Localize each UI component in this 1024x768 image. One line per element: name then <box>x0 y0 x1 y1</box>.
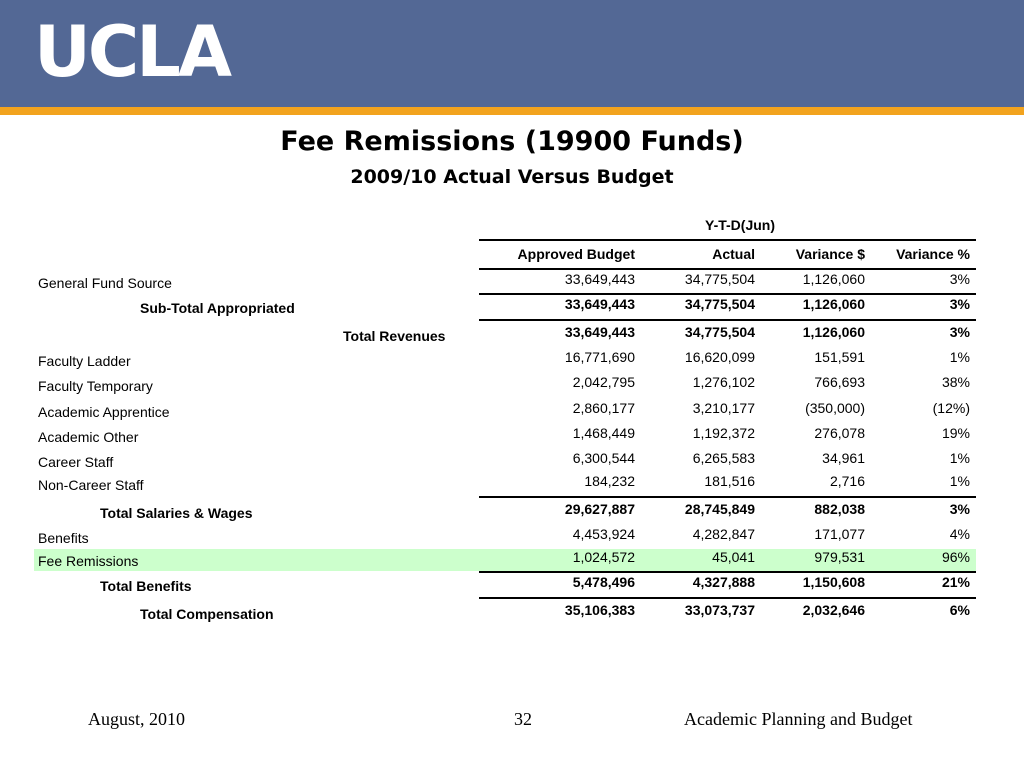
row-divider <box>479 293 976 295</box>
row-label: Non-Career Staff <box>38 477 144 493</box>
table-row-benefits <box>34 526 976 548</box>
cell-actual: 4,282,847 <box>692 526 755 542</box>
row-label: Total Benefits <box>100 578 192 594</box>
cell-approved-budget: 2,042,795 <box>572 374 635 390</box>
cell-variance-dollar: 1,126,060 <box>802 296 865 312</box>
cell-variance-percent: 1% <box>949 473 970 489</box>
footer-department: Academic Planning and Budget <box>684 709 913 729</box>
cell-variance-dollar: (350,000) <box>805 400 865 416</box>
cell-variance-percent: 4% <box>949 526 970 542</box>
table-row-fee-remissions <box>34 549 976 571</box>
header-divider <box>479 268 976 270</box>
row-label: Faculty Ladder <box>38 353 131 369</box>
table-row-total-salaries-wages <box>34 501 976 523</box>
cell-actual: 34,775,504 <box>684 296 755 312</box>
cell-variance-dollar: 171,077 <box>814 526 865 542</box>
row-label: Career Staff <box>38 454 114 470</box>
cell-variance-percent: 38% <box>941 374 970 390</box>
cell-approved-budget: 16,771,690 <box>564 349 635 365</box>
cell-approved-budget: 33,649,443 <box>564 324 635 340</box>
cell-approved-budget: 1,468,449 <box>572 425 635 441</box>
cell-actual: 34,775,504 <box>684 324 755 340</box>
cell-actual: 16,620,099 <box>684 349 755 365</box>
cell-variance-percent: 3% <box>949 296 970 312</box>
cell-actual: 33,073,737 <box>684 602 755 618</box>
cell-approved-budget: 33,649,443 <box>564 296 635 312</box>
table-row-total-revenues <box>34 324 976 346</box>
row-label: Total Compensation <box>140 606 274 622</box>
slide-subtitle: 2009/10 Actual Versus Budget <box>350 166 674 188</box>
cell-variance-dollar: 979,531 <box>814 549 865 565</box>
row-divider <box>479 496 976 498</box>
cell-approved-budget: 29,627,887 <box>564 501 635 517</box>
row-label: Benefits <box>38 530 89 546</box>
row-label: Total Salaries & Wages <box>100 505 253 521</box>
cell-variance-dollar: 882,038 <box>814 501 865 517</box>
cell-approved-budget: 184,232 <box>584 473 635 489</box>
table-row-total-compensation <box>34 602 976 624</box>
cell-approved-budget: 33,649,443 <box>564 271 635 287</box>
table-row-general-fund-source <box>34 271 976 293</box>
cell-variance-percent: 19% <box>941 425 970 441</box>
cell-variance-dollar: 2,032,646 <box>802 602 865 618</box>
cell-variance-percent: (12%) <box>932 400 970 416</box>
table-row-career-staff <box>34 450 976 472</box>
period-divider <box>479 239 976 241</box>
cell-actual: 28,745,849 <box>684 501 755 517</box>
footer-page-number: 32 <box>514 709 532 729</box>
cell-variance-dollar: 1,126,060 <box>802 324 865 340</box>
cell-variance-percent: 1% <box>949 349 970 365</box>
column-header-approved-budget: Approved Budget <box>517 246 635 262</box>
cell-variance-dollar: 1,126,060 <box>802 271 865 287</box>
cell-approved-budget: 4,453,924 <box>572 526 635 542</box>
cell-variance-percent: 3% <box>949 501 970 517</box>
table-row-non-career-staff <box>34 473 976 495</box>
cell-actual: 181,516 <box>704 473 755 489</box>
cell-variance-dollar: 34,961 <box>822 450 865 466</box>
cell-approved-budget: 2,860,177 <box>572 400 635 416</box>
cell-actual: 34,775,504 <box>684 271 755 287</box>
cell-variance-percent: 96% <box>941 549 970 565</box>
ucla-logo: UCLA <box>34 11 229 93</box>
cell-actual: 45,041 <box>712 549 755 565</box>
row-label: General Fund Source <box>38 275 172 291</box>
cell-variance-percent: 21% <box>941 574 970 590</box>
slide-title: Fee Remissions (19900 Funds) <box>280 126 744 157</box>
cell-variance-dollar: 276,078 <box>814 425 865 441</box>
cell-actual: 3,210,177 <box>692 400 755 416</box>
cell-variance-dollar: 1,150,608 <box>802 574 865 590</box>
table-row-sub-total-appropriated <box>34 296 976 318</box>
row-label: Fee Remissions <box>38 553 139 569</box>
row-label: Sub-Total Appropriated <box>140 300 295 316</box>
row-divider <box>479 319 976 321</box>
header-accent-bar <box>0 107 1024 115</box>
cell-variance-dollar: 2,716 <box>829 473 865 489</box>
cell-variance-percent: 3% <box>949 271 970 287</box>
cell-approved-budget: 5,478,496 <box>572 574 635 590</box>
cell-actual: 6,265,583 <box>692 450 755 466</box>
cell-actual: 1,192,372 <box>692 425 755 441</box>
column-header-actual: Actual <box>712 246 755 262</box>
cell-approved-budget: 35,106,383 <box>564 602 635 618</box>
cell-approved-budget: 1,024,572 <box>572 549 635 565</box>
cell-actual: 4,327,888 <box>692 574 755 590</box>
column-header-variance-dollar: Variance $ <box>795 246 865 262</box>
cell-variance-percent: 1% <box>949 450 970 466</box>
column-header-variance-percent: Variance % <box>896 246 970 262</box>
row-label: Faculty Temporary <box>38 378 153 394</box>
table-row-faculty-temporary <box>34 374 976 396</box>
row-label: Academic Other <box>38 429 139 445</box>
table-row-total-benefits <box>34 574 976 596</box>
row-label: Academic Apprentice <box>38 404 170 420</box>
table-row-academic-apprentice <box>34 400 976 422</box>
cell-variance-dollar: 151,591 <box>814 349 865 365</box>
row-divider <box>479 571 976 573</box>
row-divider <box>479 597 976 599</box>
cell-approved-budget: 6,300,544 <box>572 450 635 466</box>
cell-variance-percent: 3% <box>949 324 970 340</box>
table-row-faculty-ladder <box>34 349 976 371</box>
footer-date: August, 2010 <box>88 709 186 729</box>
period-label: Y-T-D(Jun) <box>705 217 775 233</box>
cell-actual: 1,276,102 <box>692 374 755 390</box>
row-label: Total Revenues <box>343 328 446 344</box>
cell-variance-dollar: 766,693 <box>814 374 865 390</box>
table-row-academic-other <box>34 425 976 447</box>
cell-variance-percent: 6% <box>949 602 970 618</box>
